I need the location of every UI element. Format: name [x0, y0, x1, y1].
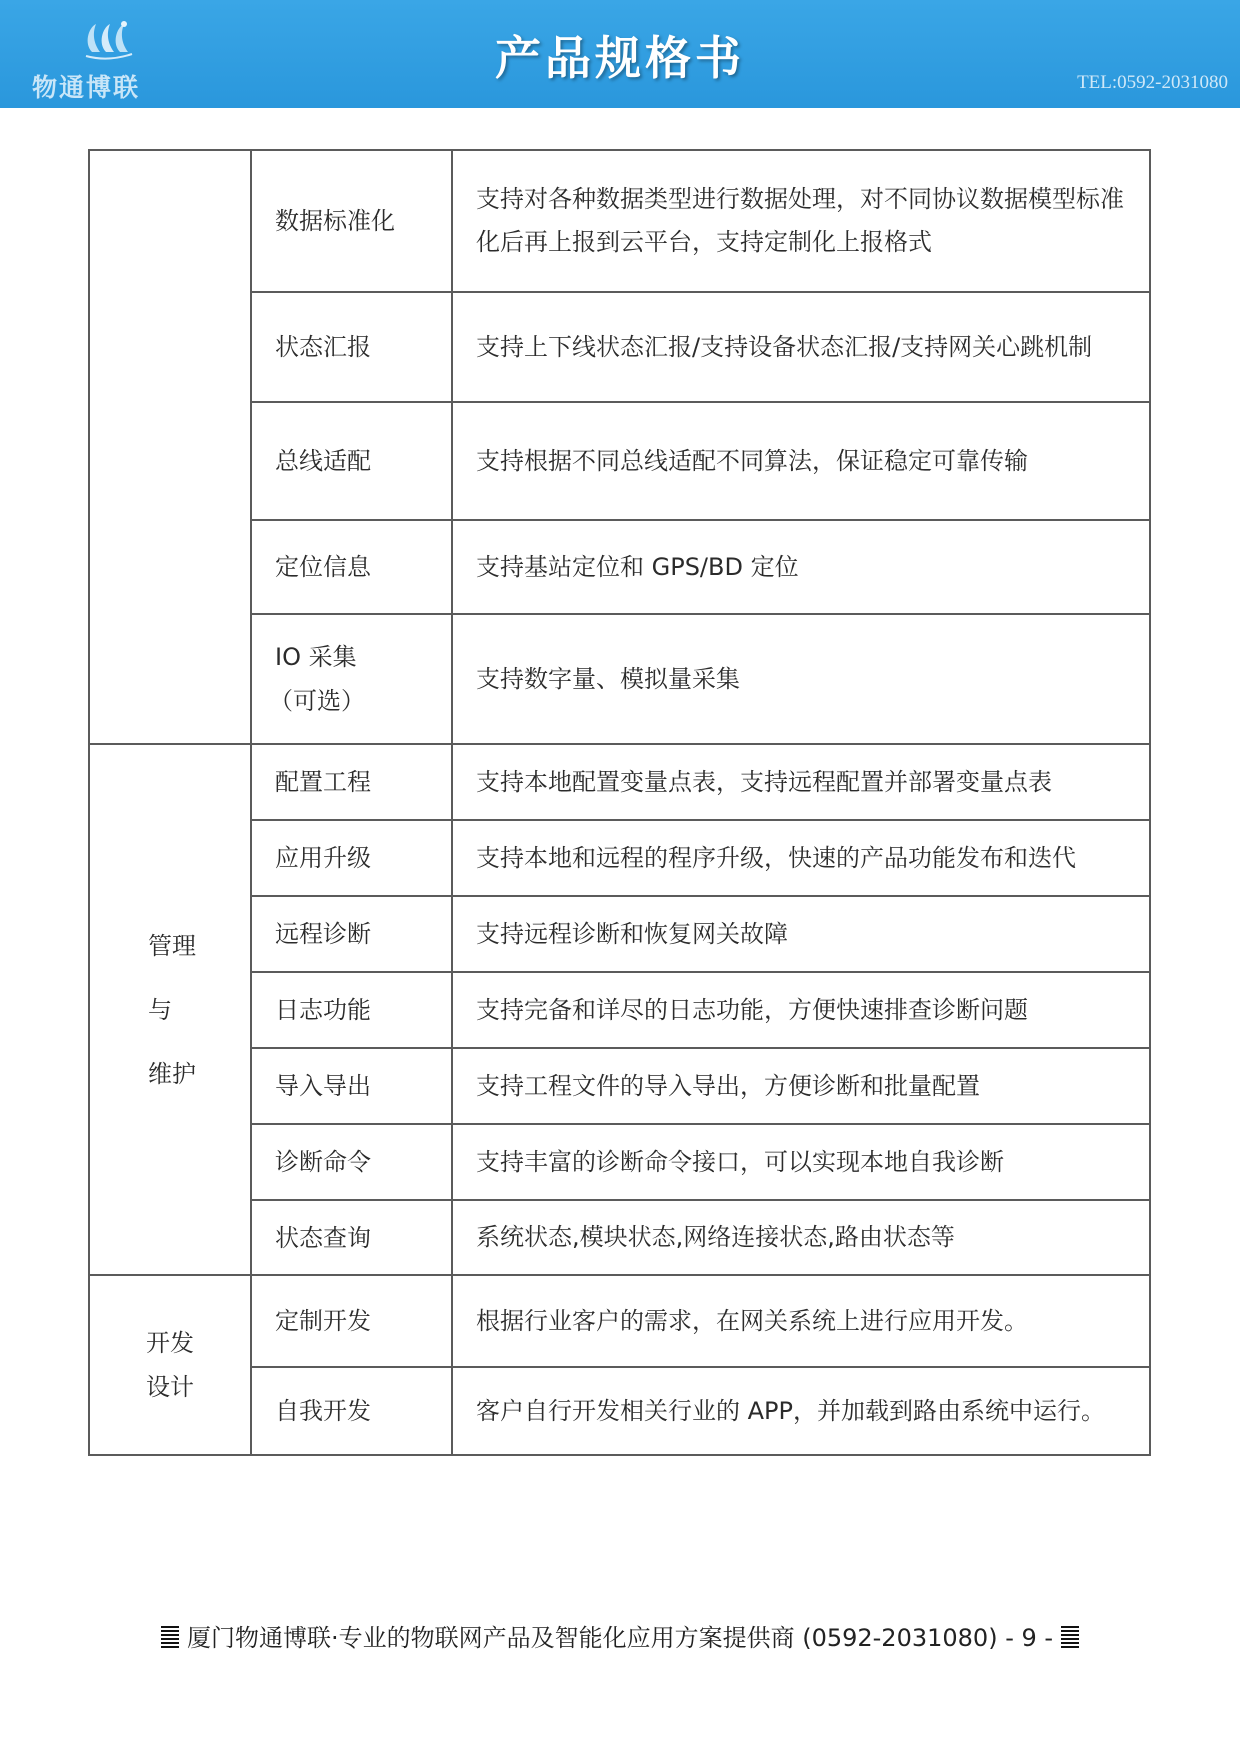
- category-line: 开发: [146, 1329, 194, 1357]
- description-cell: 支持本地配置变量点表，支持远程配置并部署变量点表: [452, 744, 1150, 820]
- feature-cell: 日志功能: [251, 972, 452, 1048]
- category-cell-empty: [89, 150, 251, 744]
- header-phone: TEL:0592-2031080: [1077, 72, 1228, 93]
- footer-square-icon: [161, 1626, 179, 1648]
- page-footer: [0, 1618, 1240, 1653]
- logo-text: 物通博联: [32, 73, 141, 102]
- feature-cell: [251, 614, 452, 744]
- description-cell: 支持上下线状态汇报/支持设备状态汇报/支持网关心跳机制: [452, 292, 1150, 402]
- description-cell: 系统状态,模块状态,网络连接状态,路由状态等: [452, 1200, 1150, 1275]
- feature-cell: 远程诊断: [251, 896, 452, 972]
- feature-line: IO 采集: [275, 643, 357, 671]
- feature-cell: 状态汇报: [251, 292, 452, 402]
- document-title: 产品规格书: [495, 31, 745, 85]
- category-cell-development: [89, 1275, 251, 1455]
- feature-cell: 状态查询: [251, 1200, 452, 1275]
- feature-cell: 定位信息: [251, 520, 452, 614]
- category-line: 管理: [148, 931, 196, 960]
- feature-cell: 诊断命令: [251, 1124, 452, 1200]
- description-cell: 支持完备和详尽的日志功能，方便快速排查诊断问题: [452, 972, 1150, 1048]
- feature-line: （可选）: [269, 687, 365, 715]
- feature-cell: 总线适配: [251, 402, 452, 520]
- description-cell: 客户自行开发相关行业的 APP，并加载到路由系统中运行。: [452, 1367, 1150, 1455]
- table-row: [89, 1275, 1150, 1367]
- description-cell: 支持对各种数据类型进行数据处理，对不同协议数据模型标准化后再上报到云平台，支持定制化上报格式: [452, 150, 1150, 292]
- description-cell: 支持本地和远程的程序升级，快速的产品功能发布和迭代: [452, 820, 1150, 896]
- feature-cell: 配置工程: [251, 744, 452, 820]
- feature-cell: 应用升级: [251, 820, 452, 896]
- description-cell: 根据行业客户的需求，在网关系统上进行应用开发。: [452, 1275, 1150, 1367]
- feature-cell: 导入导出: [251, 1048, 452, 1124]
- page-header: [0, 0, 1240, 108]
- footer-text: 厦门物通博联·专业的物联网产品及智能化应用方案提供商 (0592-2031080) - 9 -: [186, 1624, 1061, 1652]
- description-cell: 支持基站定位和 GPS/BD 定位: [452, 520, 1150, 614]
- table-row: [89, 150, 1150, 292]
- category-line: 维护: [148, 1059, 196, 1088]
- feature-cell: 自我开发: [251, 1367, 452, 1455]
- footer-square-icon: [1061, 1626, 1079, 1648]
- category-cell-management: [89, 744, 251, 1275]
- category-line: 设计: [146, 1373, 194, 1401]
- feature-cell: 数据标准化: [251, 150, 452, 292]
- category-line: 与: [148, 995, 172, 1024]
- feature-cell: 定制开发: [251, 1275, 452, 1367]
- table-row: [89, 744, 1150, 820]
- description-cell: 支持工程文件的导入导出，方便诊断和批量配置: [452, 1048, 1150, 1124]
- description-cell: 支持丰富的诊断命令接口，可以实现本地自我诊断: [452, 1124, 1150, 1200]
- description-cell: 支持数字量、模拟量采集: [452, 614, 1150, 744]
- description-cell: 支持根据不同总线适配不同算法，保证稳定可靠传输: [452, 402, 1150, 520]
- description-cell: 支持远程诊断和恢复网关故障: [452, 896, 1150, 972]
- spec-table: [88, 149, 1151, 1456]
